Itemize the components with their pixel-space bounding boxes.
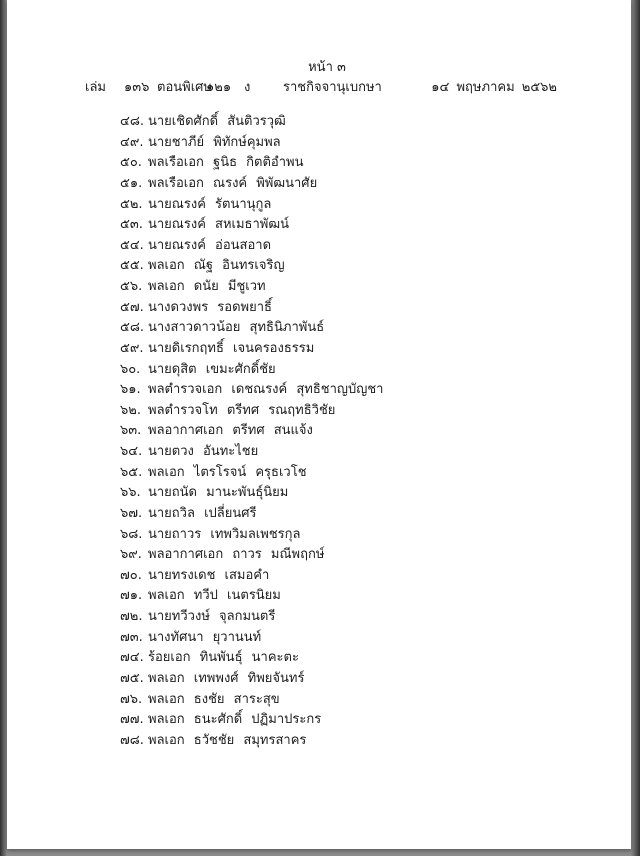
entry-name: นางทัศนา ยุวานนท์ [148,629,262,645]
entry-number: ๕๘. [120,320,145,336]
entry-number: ๕๖. [120,279,143,294]
entry-number: ๗๘. [120,732,144,748]
entry-name: นายดุสิต เขมะศักดิ์ชัย [148,361,276,377]
list-item [120,277,383,298]
entry-name: พลเอก ณัฐ อินทรเจริญ [148,258,285,274]
entry-number: ๕๗. [120,299,144,315]
list-item [120,112,383,133]
list-item [120,133,383,154]
entry-name: นายตวง อันทะไชย [148,444,259,459]
entry-name: นายถวิล เปลี่ยนศรี [148,505,257,521]
entry-name: นายชาภีย์ พิทักษ์คุมพล [148,134,281,150]
entry-number: ๕๑. [120,175,143,191]
entry-name: นายดิเรกฤทธิ์ เจนครองธรรม [148,340,315,356]
entry-name: พลอากาศเอก ตรีทศ สนแจ้ง [148,423,313,439]
entry-name: นายถนัด มานะพันธุ์นิยม [148,485,289,501]
publication-date: ๑๔ พฤษภาคม ๒๕๖๒ [431,80,557,95]
section-label: ตอนพิเศษ [157,80,212,95]
entry-number: ๖๙. [120,547,142,563]
section-code: ง [244,80,251,95]
entry-number: ๖๖. [120,485,141,501]
list-item [120,215,383,236]
list-item [120,360,383,381]
entry-number: ๗๖. [120,691,143,707]
entry-number: ๖๓. [120,423,142,439]
entry-number: ๔๘. [120,114,145,129]
entry-number: ๖๒. [120,402,141,418]
list-item [120,586,383,607]
list-item [120,318,383,339]
entry-name: นางดวงพร รอดพยาธิ์ [148,299,272,315]
entry-name: พลเอก ธวัชชัย สมุทรสาคร [148,732,307,748]
section-number: ๑๒๑ [206,80,232,95]
list-item [120,442,383,463]
entry-name: พลเอก ธนะศักดิ์ ปฏิมาประกร [148,712,322,728]
list-item [120,195,383,216]
entry-name: พลเรือเอก ณรงค์ พิพัฒนาศัย [148,175,318,191]
entry-number: ๗๑. [120,588,143,604]
entry-name: ร้อยเอก ทินพันธุ์ นาคะตะ [148,650,299,666]
page-title: หน้า ๓ [308,60,346,75]
entry-number: ๖๘. [120,526,143,542]
entry-name: นายณรงค์ สหเมธาพัฒน์ [148,217,289,233]
entry-name: พลเอก ดนัย มีชูเวท [148,279,266,294]
list-item [120,174,383,195]
entry-name: พลตำรวจเอก เดชณรงค์ สุทธิชาญบัญชา [148,382,384,398]
entry-number: ๗๐. [120,567,142,583]
entry-name: นายณรงค์ รัตนานุกูล [148,196,272,212]
volume-number: ๑๓๖ [124,80,150,95]
entry-number: ๕๓. [120,217,143,233]
list-item [120,298,383,319]
volume-label: เล่ม [85,80,106,95]
list-item [120,607,383,628]
list-item [120,731,383,752]
list-item [120,483,383,504]
entry-number: ๗๒. [120,609,143,624]
list-item [120,669,383,690]
entry-number: ๖๔. [120,444,143,459]
entry-name: พลอากาศเอก ถาวร มณีพฤกษ์ [148,547,325,563]
list-item [120,401,383,422]
entry-number: ๗๗. [120,712,144,728]
entry-number: ๖๗. [120,505,143,521]
name-list [120,112,383,751]
entry-name: นายถาวร เทพวิมลเพชรกุล [148,526,301,542]
entry-number: ๔๙. [120,134,144,150]
entry-number: ๗๕. [120,670,144,686]
list-item [120,463,383,484]
list-item [120,545,383,566]
list-item [120,504,383,525]
publication-name: ราชกิจจานุเบกษา [283,80,382,95]
list-item [120,256,383,277]
entry-number: ๕๒. [120,196,143,212]
entry-name: นายณรงค์ อ่อนสอาด [148,237,272,253]
entry-name: พลเอก ทวีป เนตรนิยม [148,588,281,604]
list-item [120,236,383,257]
list-item [120,690,383,711]
entry-name: พลเอก ธงชัย สาระสุข [148,691,280,707]
entry-number: ๕๙. [120,340,144,356]
list-item [120,566,383,587]
entry-number: ๕๔. [120,237,144,253]
list-item [120,628,383,649]
entry-name: พลเอก เทพพงศ์ ทิพยจันทร์ [148,670,305,686]
entry-name: นางสาวดาวน้อย สุทธินิภาพันธ์ [148,320,325,336]
entry-number: ๖๑. [120,382,141,398]
entry-name: พลเอก ไตรโรจน์ ครุธเวโช [148,464,307,480]
entry-number: ๕๐. [120,155,142,171]
list-item [120,380,383,401]
list-item [120,153,383,174]
entry-name: นายทรงเดช เสมอคำ [148,567,270,583]
list-item [120,525,383,546]
entry-name: นายเชิดศักดิ์ สันติวรวุฒิ [148,114,286,129]
entry-name: นายทวีวงษ์ จุลกมนตรี [148,609,276,624]
entry-number: ๖๕. [120,464,143,480]
entry-name: พลตำรวจโท ตรีทศ รณฤทธิวิชัย [148,402,336,418]
entry-number: ๖๐. [120,361,141,377]
entry-name: พลเรือเอก ฐนิธ กิตติอำพน [148,155,304,171]
entry-number: ๗๓. [120,629,143,645]
list-item [120,339,383,360]
list-item [120,710,383,731]
entry-number: ๕๕. [120,258,144,274]
list-item [120,648,383,669]
entry-number: ๗๔. [120,650,144,666]
list-item [120,421,383,442]
